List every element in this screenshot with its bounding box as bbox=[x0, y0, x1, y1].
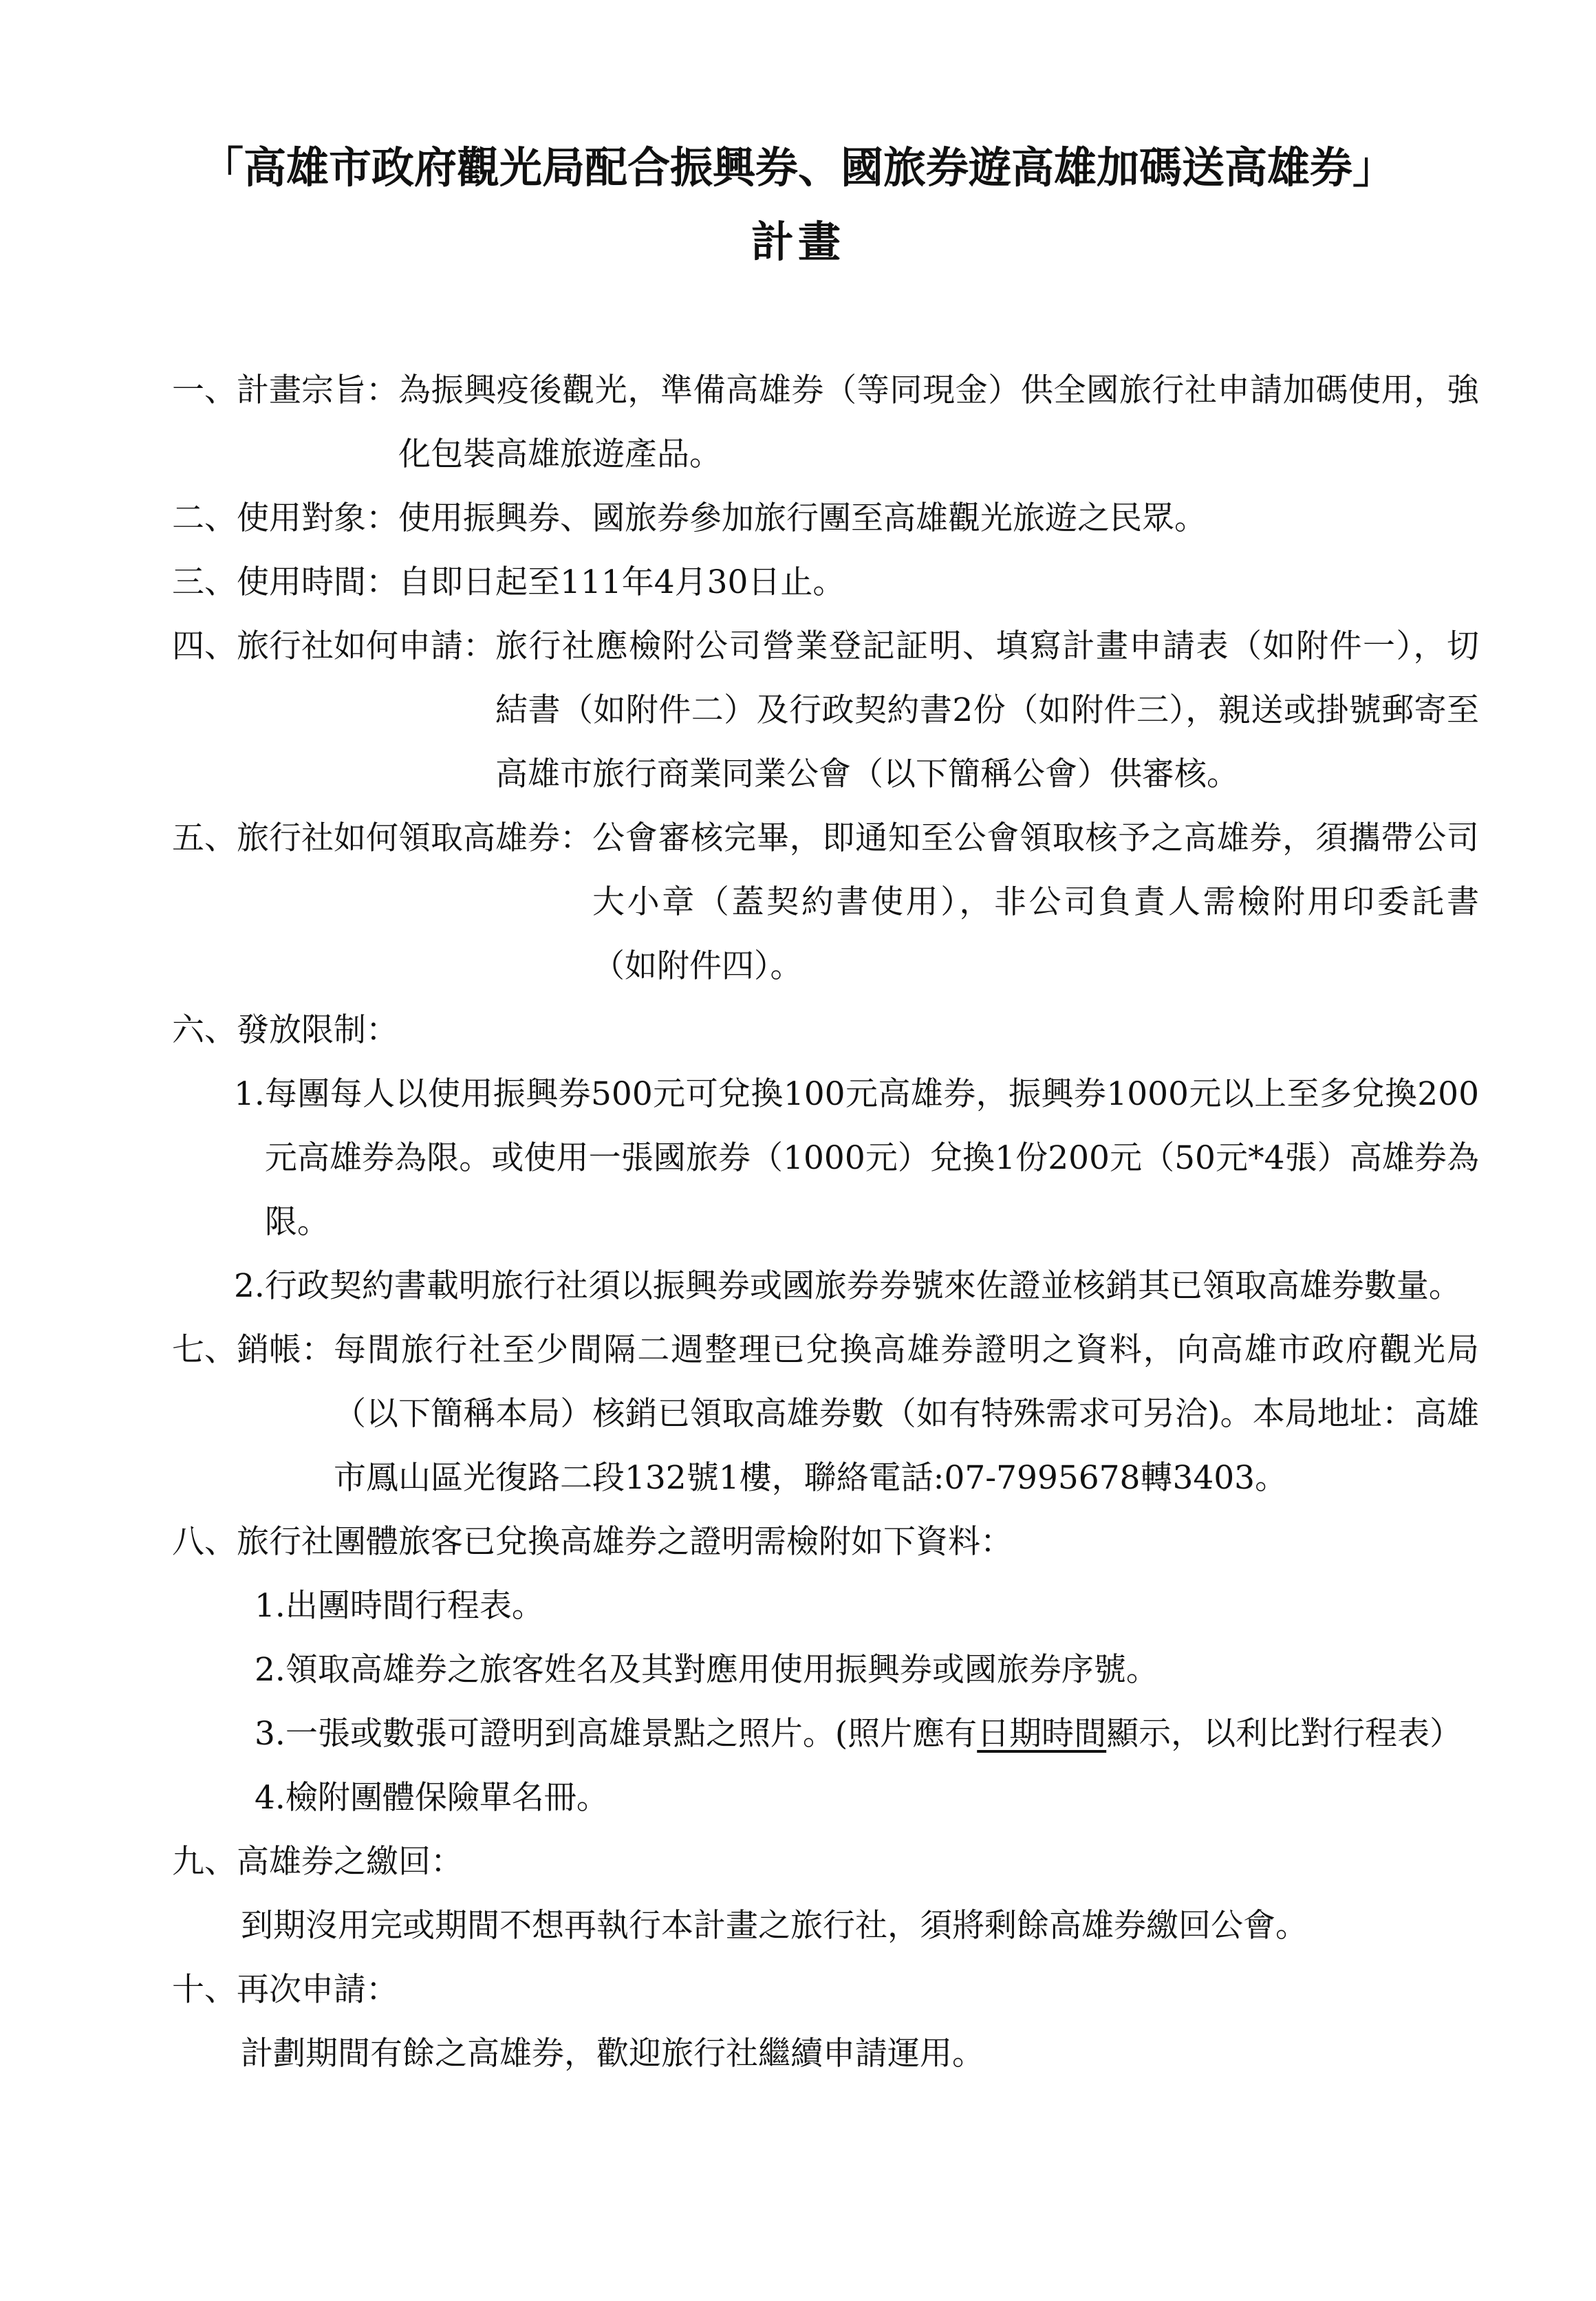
section-purpose bbox=[172, 358, 1479, 486]
section-label: 八、旅行社團體旅客已兌換高雄券之證明需檢附如下資料： bbox=[172, 1523, 1013, 1561]
section-text: 到期沒用完或期間不想再執行本計畫之旅行社，須將剩餘高雄券繳回公會。 bbox=[241, 1907, 1308, 1945]
item-text: 領取高雄券之旅客姓名及其對應用使用振興券或國旅券序號。 bbox=[285, 1651, 1158, 1689]
underlined-text: 日期時間 bbox=[977, 1715, 1107, 1753]
item-number: 3. bbox=[255, 1715, 285, 1753]
list-item bbox=[255, 1638, 1479, 1702]
section-text: 自即日起至111年4月30日止。 bbox=[398, 563, 845, 601]
section-label: 一、計畫宗旨： bbox=[172, 371, 398, 409]
section-label: 九、高雄券之繳回： bbox=[172, 1843, 463, 1881]
item-text: 每團每人以使用振興券500元可兌換100元高雄券，振興券1000元以上至多兌換200元高雄券為限。或使用一張國旅券（1000元）兌換1份200元（50元*4張）高雄券為限。 bbox=[264, 1075, 1479, 1241]
documents-list bbox=[172, 1574, 1479, 1830]
section-label: 六、發放限制： bbox=[172, 1011, 398, 1049]
item-text: 出團時間行程表。 bbox=[285, 1587, 544, 1625]
section-text: 計劃期間有餘之高雄券，歡迎旅行社繼續申請運用。 bbox=[241, 2035, 984, 2073]
list-item bbox=[234, 1254, 1479, 1318]
section-how-to-apply bbox=[172, 614, 1479, 806]
limits-list bbox=[172, 1062, 1479, 1318]
section-label: 十、再次申請： bbox=[172, 1971, 398, 2009]
list-item bbox=[234, 1062, 1479, 1254]
title-line-1: 「高雄市政府觀光局配合振興券、國旅券遊高雄加碼送高雄券」 bbox=[200, 142, 1395, 193]
section-text: 公會審核完畢，即通知至公會領取核予之高雄券，須攜帶公司大小章（蓋契約書使用），非公司負責人需檢附用印委託書（如附件四）。 bbox=[592, 819, 1479, 985]
section-usage-period bbox=[172, 550, 1479, 614]
section-target-users bbox=[172, 486, 1479, 550]
section-text: 每間旅行社至少間隔二週整理已兌換高雄券證明之資料，向高雄市政府觀光局（以下簡稱本局）核銷已領取高雄券數（如有特殊需求可另洽)。本局地址：高雄市鳳山區光復路二段132號1樓，聯絡電話:07-7995678轉3403。 bbox=[334, 1331, 1479, 1497]
item-number: 1. bbox=[255, 1587, 285, 1625]
section-label: 三、使用時間： bbox=[172, 563, 398, 601]
section-return bbox=[172, 1830, 1479, 1958]
section-label: 五、旅行社如何領取高雄券： bbox=[172, 819, 592, 857]
list-item bbox=[255, 1702, 1479, 1766]
section-label: 七、銷帳： bbox=[172, 1331, 334, 1369]
section-label: 二、使用對象： bbox=[172, 499, 398, 537]
item-text-before: 一張或數張可證明到高雄景點之照片。(照片應有 bbox=[285, 1715, 978, 1753]
section-text: 旅行社應檢附公司營業登記証明、填寫計畫申請表（如附件一），切結書（如附件二）及行政契約書2份（如附件三），親送或掛號郵寄至高雄市旅行商業同業公會（以下簡稱公會）供審核。 bbox=[495, 627, 1479, 793]
item-text-after: 顯示，以利比對行程表） bbox=[1106, 1715, 1463, 1753]
section-reapply bbox=[172, 1958, 1479, 2086]
section-text: 為振興疫後觀光，準備高雄券（等同現金）供全國旅行社申請加碼使用，強化包裝高雄旅遊產品。 bbox=[398, 371, 1479, 473]
section-how-to-collect bbox=[172, 806, 1479, 998]
document-title bbox=[117, 131, 1479, 279]
title-spacer bbox=[172, 279, 1479, 358]
section-label: 四、旅行社如何申請： bbox=[172, 627, 495, 665]
title-line-2: 計畫 bbox=[751, 217, 845, 267]
item-number: 2. bbox=[255, 1651, 285, 1689]
item-number: 1. bbox=[234, 1075, 265, 1113]
item-text bbox=[285, 1702, 1479, 1766]
section-required-documents bbox=[172, 1510, 1479, 1830]
item-text: 檢附團體保險單名冊。 bbox=[285, 1779, 609, 1817]
section-issuance-limits bbox=[172, 998, 1479, 1318]
section-write-off bbox=[172, 1318, 1479, 1510]
section-text: 使用振興券、國旅券參加旅行團至高雄觀光旅遊之民眾。 bbox=[398, 499, 1207, 537]
item-text: 行政契約書載明旅行社須以振興券或國旅券券號來佐證並核銷其已領取高雄券數量。 bbox=[264, 1267, 1461, 1305]
list-item bbox=[255, 1574, 1479, 1638]
item-number: 2. bbox=[234, 1267, 265, 1305]
list-item bbox=[255, 1766, 1479, 1830]
item-number: 4. bbox=[255, 1779, 285, 1817]
